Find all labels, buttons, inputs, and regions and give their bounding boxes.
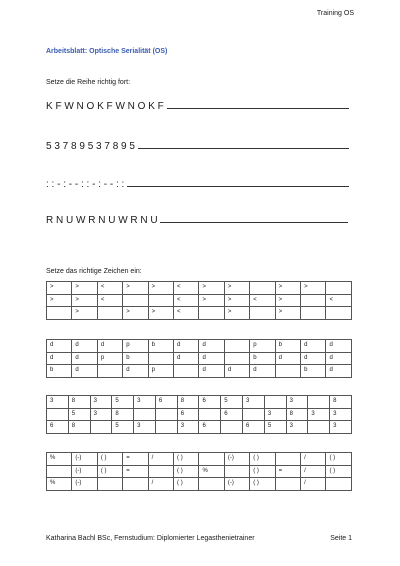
table-cell[interactable] (275, 453, 300, 466)
table-cell[interactable] (155, 408, 177, 421)
table-cell[interactable] (250, 282, 275, 295)
table-row (47, 453, 352, 466)
table-cell: 5 (264, 421, 286, 434)
table-cell[interactable] (174, 365, 199, 378)
table-cell[interactable] (224, 465, 249, 478)
instruction-sequence: Setze die Reihe richtig fort: (46, 79, 131, 86)
table-cell: ( ) (326, 453, 352, 466)
table-cell[interactable] (221, 421, 243, 434)
table-cell[interactable] (224, 340, 249, 353)
table-cell[interactable] (97, 307, 122, 320)
table-cell: 6 (243, 421, 265, 434)
table-row (47, 365, 352, 378)
table-cell: d (199, 352, 224, 365)
table-cell: 3 (308, 408, 330, 421)
table-cell[interactable] (148, 352, 173, 365)
table-cell: < (326, 294, 352, 307)
table-cell: ( ) (174, 453, 199, 466)
table-cell: d (224, 365, 249, 378)
table-cell: > (148, 282, 173, 295)
table-cell[interactable] (97, 478, 122, 491)
table-cell[interactable] (199, 408, 221, 421)
table-row (47, 340, 352, 353)
table-cell[interactable] (148, 465, 173, 478)
table-cell[interactable] (47, 408, 69, 421)
table-cell: 3 (243, 396, 265, 409)
page-number: Seite 1 (330, 535, 352, 542)
sequence-row-2 (46, 141, 352, 152)
table-cell: d (72, 340, 97, 353)
table-cell: 5 (112, 396, 134, 409)
table-cell: > (224, 294, 249, 307)
table-cell[interactable] (250, 307, 275, 320)
table-cell: > (47, 282, 72, 295)
table-cell: % (199, 465, 224, 478)
sequence-row-3 (46, 179, 352, 190)
table-cell: 8 (177, 396, 199, 409)
table-cell: ( ) (250, 453, 275, 466)
table-cell: ( ) (97, 465, 122, 478)
table-cell: / (148, 478, 173, 491)
table-row (47, 421, 352, 434)
table-cell: ( ) (174, 465, 199, 478)
table-cell[interactable] (243, 408, 265, 421)
sequence-row-4 (46, 215, 352, 226)
table-cell: > (275, 307, 300, 320)
table-cell: d (174, 340, 199, 353)
table-cell[interactable] (264, 396, 286, 409)
table-cell: < (174, 282, 199, 295)
table-cell: > (148, 307, 173, 320)
table-cell: > (224, 282, 249, 295)
table-cell[interactable] (308, 421, 330, 434)
table-cell: b (148, 340, 173, 353)
instruction-signs: Setze das richtige Zeichen ein: (46, 268, 142, 275)
table-cell: 3 (330, 408, 352, 421)
table-cell[interactable] (155, 421, 177, 434)
table-cell: / (148, 453, 173, 466)
table-cell: 3 (90, 396, 112, 409)
table-cell: < (174, 294, 199, 307)
table-cell: d (275, 352, 300, 365)
table-cell: < (174, 307, 199, 320)
table-cell: % (47, 478, 72, 491)
table-cell: b (47, 365, 72, 378)
table-cell[interactable] (275, 365, 300, 378)
table-row (47, 307, 352, 320)
table-cell: > (301, 282, 326, 295)
table-cell: 5 (68, 408, 90, 421)
table-cell: < (97, 282, 122, 295)
table-cell: 3 (177, 421, 199, 434)
table-cell: 8 (330, 396, 352, 409)
table-cell: > (72, 282, 97, 295)
table-cell: > (47, 294, 72, 307)
table-cell[interactable] (47, 307, 72, 320)
sequence-row-1 (46, 101, 352, 112)
table-cell: ( ) (174, 478, 199, 491)
page-title: Arbeitsblatt: Optische Serialität (OS) (46, 48, 168, 55)
table-cell[interactable] (134, 408, 156, 421)
table-cell: d (301, 340, 326, 353)
sequence-text: 5 3 7 8 9 5 3 7 8 9 5 (46, 141, 135, 152)
table-cell: (-) (72, 465, 97, 478)
table-cell: 3 (134, 421, 156, 434)
table-cell: 5 (221, 396, 243, 409)
table-cell: > (72, 294, 97, 307)
table-cell: / (301, 478, 326, 491)
table-cell: b (301, 365, 326, 378)
table-cell[interactable] (224, 352, 249, 365)
table-cell: d (47, 340, 72, 353)
table-cell: p (123, 340, 148, 353)
table-cell: > (224, 307, 249, 320)
sign-table-digits (46, 395, 352, 434)
sign-table-arrows (46, 281, 352, 320)
table-cell: 8 (112, 408, 134, 421)
answer-line[interactable] (138, 147, 349, 149)
table-cell: d (326, 365, 352, 378)
table-cell[interactable] (90, 421, 112, 434)
table-cell: / (301, 453, 326, 466)
table-cell: (-) (224, 478, 249, 491)
table-cell[interactable] (47, 465, 72, 478)
footer (46, 535, 352, 542)
table-cell: p (97, 352, 122, 365)
table-cell: 3 (47, 396, 69, 409)
sign-table-letters (46, 339, 352, 378)
table-cell: 3 (90, 408, 112, 421)
table-cell: 3 (286, 396, 308, 409)
table-cell: > (123, 282, 148, 295)
table-cell: 3 (134, 396, 156, 409)
table-cell: ( ) (326, 465, 352, 478)
answer-line[interactable] (127, 185, 349, 187)
table-cell: d (72, 365, 97, 378)
table-cell: d (301, 352, 326, 365)
table-cell: d (72, 352, 97, 365)
table-cell[interactable] (308, 396, 330, 409)
table-cell: > (72, 307, 97, 320)
table-cell: d (250, 365, 275, 378)
table-cell[interactable] (301, 294, 326, 307)
table-cell[interactable] (275, 478, 300, 491)
table-cell[interactable] (199, 478, 224, 491)
table-cell: 3 (286, 421, 308, 434)
answer-line[interactable] (167, 107, 349, 109)
table-cell: d (326, 340, 352, 353)
table-row (47, 396, 352, 409)
table-cell: (-) (72, 478, 97, 491)
table-row (47, 352, 352, 365)
table-cell: d (123, 365, 148, 378)
table-row (47, 282, 352, 295)
table-cell: b (123, 352, 148, 365)
table-cell: > (199, 282, 224, 295)
table-cell: 6 (199, 396, 221, 409)
table-cell[interactable] (148, 294, 173, 307)
table-cell: ( ) (250, 478, 275, 491)
table-cell: d (174, 352, 199, 365)
table-cell: > (199, 294, 224, 307)
table-cell: d (199, 365, 224, 378)
table-cell: d (47, 352, 72, 365)
table-cell: < (97, 294, 122, 307)
table-cell: 6 (47, 421, 69, 434)
table-cell: d (97, 340, 122, 353)
table-row (47, 478, 352, 491)
table-cell[interactable] (301, 307, 326, 320)
table-cell: 8 (286, 408, 308, 421)
table-cell: / (301, 465, 326, 478)
footer-author: Katharina Bachl BSc, Fernstudium: Diplomierter Legasthenietrainer (46, 535, 255, 542)
table-cell: d (326, 352, 352, 365)
table-cell[interactable] (326, 307, 352, 320)
table-cell: > (123, 307, 148, 320)
table-cell: < (250, 294, 275, 307)
table-cell: b (250, 352, 275, 365)
table-cell[interactable] (326, 478, 352, 491)
table-row (47, 465, 352, 478)
sequence-text: K F W N O K F W N O K F (46, 101, 164, 112)
table-cell: = (123, 465, 148, 478)
answer-line[interactable] (160, 221, 348, 223)
table-row (47, 408, 352, 421)
sign-table-symbols (46, 452, 352, 491)
header-label: Training OS (316, 10, 354, 17)
table-cell: 6 (155, 396, 177, 409)
table-cell[interactable] (326, 282, 352, 295)
table-cell: ( ) (97, 453, 122, 466)
table-cell[interactable] (97, 365, 122, 378)
table-cell: 8 (68, 421, 90, 434)
table-cell: 6 (199, 421, 221, 434)
sequence-text: : : - : - - : : - : - - : : (46, 179, 125, 190)
table-cell: 3 (330, 421, 352, 434)
table-cell: 3 (264, 408, 286, 421)
table-cell: p (148, 365, 173, 378)
table-cell: 6 (221, 408, 243, 421)
table-cell: b (275, 340, 300, 353)
sequence-text: R N U W R N U W R N U (46, 215, 158, 226)
table-row (47, 294, 352, 307)
table-cell: = (275, 465, 300, 478)
table-cell: 6 (177, 408, 199, 421)
table-cell: 8 (68, 396, 90, 409)
table-cell[interactable] (123, 478, 148, 491)
table-cell: d (199, 340, 224, 353)
table-cell: = (123, 453, 148, 466)
table-cell[interactable] (123, 294, 148, 307)
table-cell[interactable] (199, 453, 224, 466)
table-cell[interactable] (199, 307, 224, 320)
table-cell: (-) (224, 453, 249, 466)
table-cell: 5 (112, 421, 134, 434)
table-cell: ( ) (250, 465, 275, 478)
table-cell: (-) (72, 453, 97, 466)
table-cell: p (250, 340, 275, 353)
table-cell: > (275, 294, 300, 307)
table-cell: % (47, 453, 72, 466)
table-cell: > (275, 282, 300, 295)
